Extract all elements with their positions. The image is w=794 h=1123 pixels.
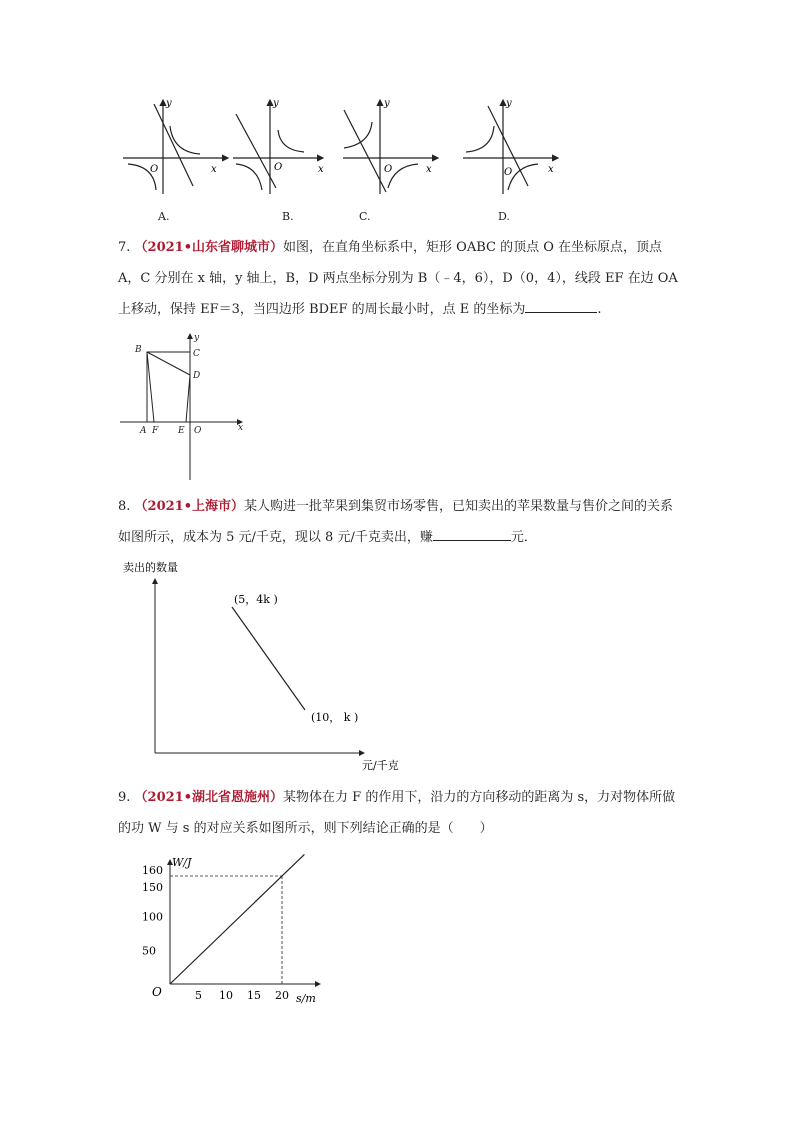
graph-d-origin: O xyxy=(504,167,513,178)
graph-c-y: y xyxy=(384,98,390,109)
q8-source: （2021•上海市） xyxy=(134,499,245,514)
q9-source: （2021•湖北省恩施州） xyxy=(134,790,284,805)
graph-d xyxy=(463,100,558,194)
q8-end: 元． xyxy=(510,530,537,545)
graph-b-y: y xyxy=(273,98,279,109)
q9-xtick-label: 5 xyxy=(195,989,202,1002)
q9-number: 9. xyxy=(118,790,131,805)
q9-text: 某物体在力 F 的作用下，沿力的方向移动的距离为 s，力对物体所做的功 W 与 s 的对应关系如图所示，则下列结论正确的是（ ） xyxy=(118,790,676,836)
q7-source: （2021•山东省聊城市） xyxy=(134,240,284,255)
graph-a xyxy=(123,100,228,194)
q9-xtick-label: 10 xyxy=(219,989,233,1002)
q9-data-line xyxy=(170,854,304,984)
q9-ytick-label: 150 xyxy=(142,880,163,894)
graph-d-y: y xyxy=(506,98,512,109)
q7-number: 7. xyxy=(118,240,131,255)
q8-text: 某人购进一批苹果到集贸市场零售，已知卖出的苹果数量与售价之间的关系如图所示，成本为 5 元/千克，现以 8 元/千克卖出，赚 xyxy=(118,499,674,545)
q7-figure xyxy=(118,332,253,482)
option-a-label: A. xyxy=(158,210,170,223)
q9-xtick-label: 15 xyxy=(247,989,261,1002)
q8-point-2-label: (10， k ) xyxy=(311,711,359,724)
graph-a-x: x xyxy=(211,164,217,175)
graph-a-origin: O xyxy=(150,164,159,175)
graph-c xyxy=(343,100,438,194)
q8-point-1-label: (5，4k ) xyxy=(234,593,278,606)
graph-b-x: x xyxy=(318,164,324,175)
q7-label-y: y xyxy=(194,333,200,343)
q7-label-c: C xyxy=(193,349,200,359)
q8-xlabel: 元/千克 xyxy=(362,759,399,772)
q9-ytick-label: 160 xyxy=(142,864,163,877)
q8-chart xyxy=(118,555,418,775)
graph-b-origin: O xyxy=(274,162,283,173)
q9-chart xyxy=(138,852,338,1007)
question-7 xyxy=(118,232,678,325)
graph-c-origin: O xyxy=(384,164,393,175)
q8-data-line xyxy=(232,607,305,710)
q9-ytick-label: 100 xyxy=(142,910,163,924)
q7-label-o: O xyxy=(194,426,202,436)
q9-ylabel: W/J xyxy=(172,856,192,869)
option-c-label: C. xyxy=(359,210,371,223)
question-8 xyxy=(118,491,678,553)
option-b-label: B. xyxy=(282,210,294,223)
q8-answer-blank xyxy=(433,527,511,541)
option-graphs xyxy=(118,92,568,202)
q7-label-a: A xyxy=(140,426,147,436)
option-d-label: D. xyxy=(498,210,510,223)
question-9 xyxy=(118,782,678,844)
q8-number: 8. xyxy=(118,499,131,514)
graph-c-x: x xyxy=(426,164,432,175)
q9-ytick-label: 50 xyxy=(142,944,156,958)
q7-label-d: D xyxy=(193,371,201,381)
q7-text: 如图，在直角坐标系中，矩形 OABC 的顶点 O 在坐标原点，顶点 A，C 分别在 x 轴，y 轴上，B，D 两点坐标分别为 B（﹣4，6），D（0，4），线段 EF 在边 OA 上移动，保持 EF＝3，当四边形 BDEF 的周长最小时，点 E 的坐标为 xyxy=(118,240,678,317)
q7-label-x: x xyxy=(238,423,244,433)
q7-label-e: E xyxy=(178,426,185,436)
graph-d-x: x xyxy=(548,164,554,175)
graph-b xyxy=(233,100,323,194)
q7-label-f: F xyxy=(152,426,159,436)
q9-xtick-label: 20 xyxy=(275,989,289,1002)
q7-answer-blank xyxy=(525,299,597,313)
q9-origin-label: O xyxy=(152,985,162,999)
q9-xlabel: s/m xyxy=(296,992,316,1005)
q7-end: . xyxy=(597,302,602,317)
graph-a-y: y xyxy=(166,98,172,109)
q8-ylabel: 卖出的数量 xyxy=(123,561,178,574)
q7-label-b: B xyxy=(135,345,142,355)
